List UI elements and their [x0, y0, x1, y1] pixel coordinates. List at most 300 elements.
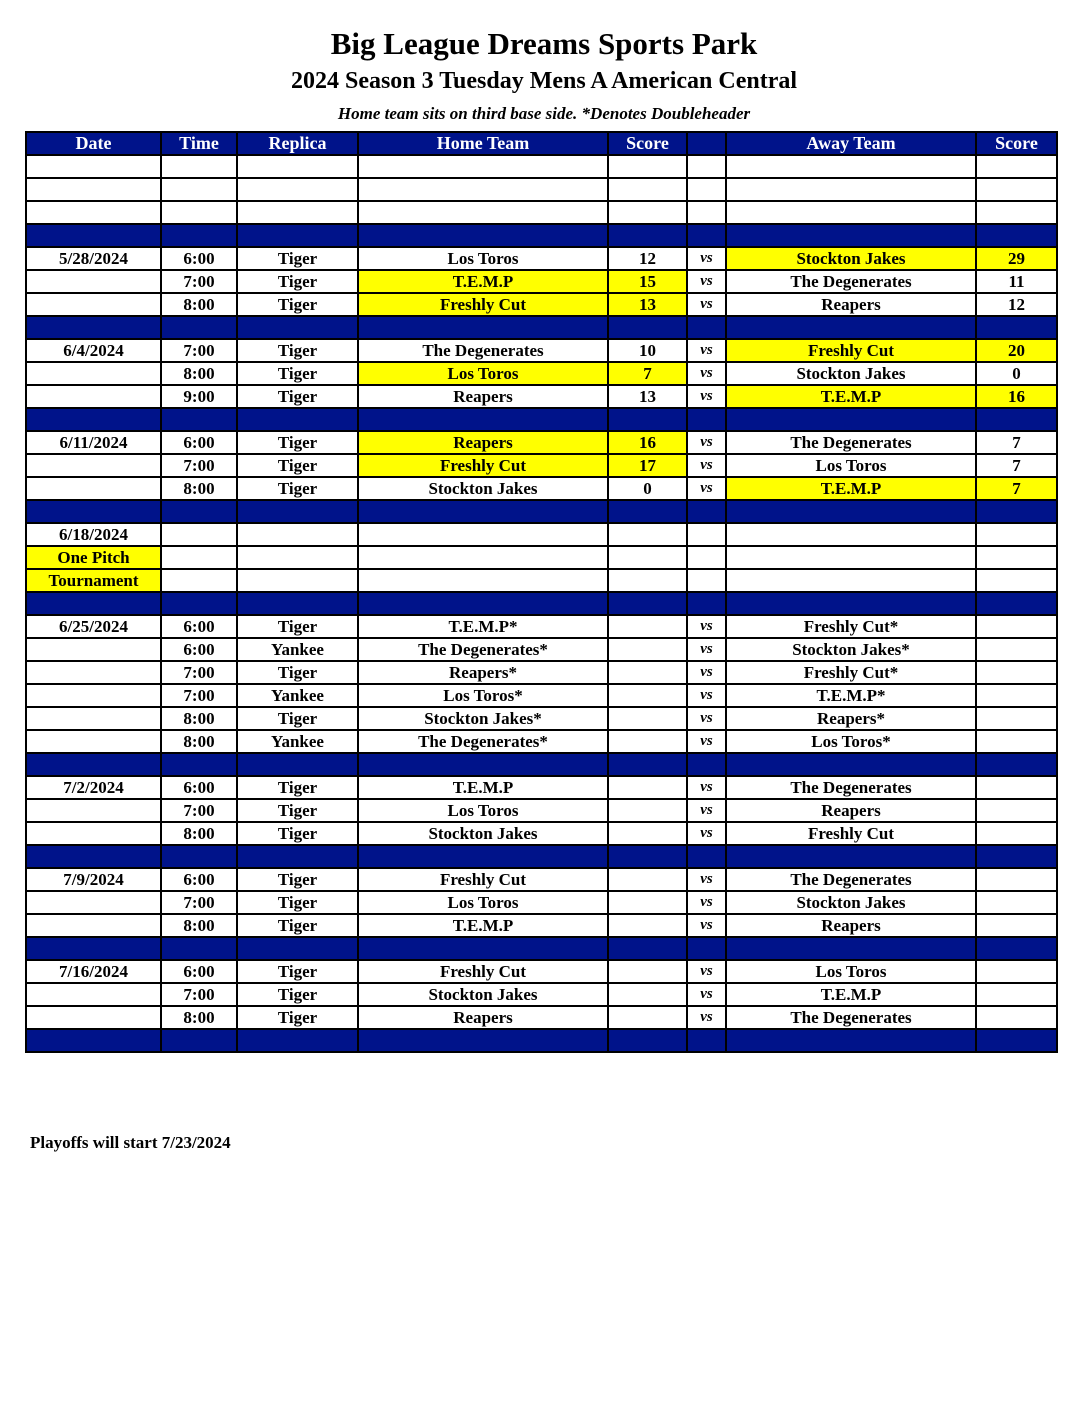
home-score-cell — [608, 201, 687, 224]
table-row — [26, 431, 1057, 454]
replica-cell: Yankee — [237, 730, 358, 753]
away-team-cell — [726, 178, 976, 201]
date-cell — [26, 500, 161, 523]
home-score-cell — [608, 615, 687, 638]
home-score-cell: 17 — [608, 454, 687, 477]
replica-cell: Tiger — [237, 891, 358, 914]
replica-cell — [237, 316, 358, 339]
replica-cell — [237, 201, 358, 224]
table-header-row — [26, 132, 1057, 155]
col-header-date: Date — [26, 132, 161, 155]
replica-cell — [237, 1029, 358, 1052]
vs-cell: vs — [687, 615, 726, 638]
vs-cell — [687, 316, 726, 339]
replica-cell — [237, 523, 358, 546]
table-row — [26, 270, 1057, 293]
away-score-cell: 11 — [976, 270, 1057, 293]
date-cell — [26, 385, 161, 408]
vs-cell: vs — [687, 431, 726, 454]
replica-cell: Tiger — [237, 293, 358, 316]
table-row — [26, 155, 1057, 178]
home-team-cell: Reapers — [358, 431, 608, 454]
replica-cell — [237, 178, 358, 201]
away-score-cell — [976, 592, 1057, 615]
away-team-cell — [726, 408, 976, 431]
away-score-cell: 12 — [976, 293, 1057, 316]
time-cell: 6:00 — [161, 868, 237, 891]
away-score-cell — [976, 983, 1057, 1006]
home-team-cell: Stockton Jakes — [358, 822, 608, 845]
time-cell — [161, 546, 237, 569]
date-cell — [26, 454, 161, 477]
home-team-cell: T.E.M.P* — [358, 615, 608, 638]
date-cell — [26, 822, 161, 845]
vs-cell — [687, 753, 726, 776]
replica-cell: Tiger — [237, 868, 358, 891]
away-team-cell: T.E.M.P — [726, 983, 976, 1006]
replica-cell: Tiger — [237, 477, 358, 500]
away-score-cell — [976, 845, 1057, 868]
vs-cell — [687, 408, 726, 431]
time-cell: 6:00 — [161, 247, 237, 270]
vs-cell: vs — [687, 661, 726, 684]
date-cell — [26, 753, 161, 776]
date-cell — [26, 270, 161, 293]
date-cell — [26, 684, 161, 707]
home-score-cell — [608, 822, 687, 845]
footer-note: Playoffs will start 7/23/2024 — [30, 1133, 231, 1152]
table-row — [26, 822, 1057, 845]
date-cell — [26, 592, 161, 615]
table-row — [26, 730, 1057, 753]
time-cell — [161, 155, 237, 178]
page-note: Home team sits on third base side. *Denotes Doubleheader — [337, 104, 751, 123]
vs-cell — [687, 224, 726, 247]
replica-cell: Tiger — [237, 431, 358, 454]
col-header-home-team: Home Team — [358, 132, 608, 155]
separator-row — [26, 1029, 1057, 1052]
home-team-cell — [358, 753, 608, 776]
vs-cell: vs — [687, 638, 726, 661]
home-score-cell — [608, 684, 687, 707]
replica-cell: Tiger — [237, 454, 358, 477]
time-cell — [161, 523, 237, 546]
table-row — [26, 707, 1057, 730]
date-cell — [26, 983, 161, 1006]
away-team-cell — [726, 1029, 976, 1052]
time-cell: 7:00 — [161, 339, 237, 362]
time-cell: 8:00 — [161, 477, 237, 500]
home-score-cell: 0 — [608, 477, 687, 500]
vs-cell — [687, 201, 726, 224]
date-cell — [26, 845, 161, 868]
time-cell: 8:00 — [161, 730, 237, 753]
table-row — [26, 362, 1057, 385]
vs-cell — [687, 523, 726, 546]
home-team-cell: Freshly Cut — [358, 868, 608, 891]
away-score-cell — [976, 661, 1057, 684]
replica-cell — [237, 500, 358, 523]
time-cell: 8:00 — [161, 1006, 237, 1029]
home-score-cell — [608, 914, 687, 937]
time-cell — [161, 845, 237, 868]
date-cell — [26, 937, 161, 960]
separator-row — [26, 316, 1057, 339]
away-team-cell — [726, 546, 976, 569]
home-score-cell: 13 — [608, 385, 687, 408]
separator-row — [26, 937, 1057, 960]
time-cell: 8:00 — [161, 362, 237, 385]
time-cell — [161, 178, 237, 201]
col-header-vs — [687, 132, 726, 155]
away-score-cell — [976, 201, 1057, 224]
replica-cell: Tiger — [237, 776, 358, 799]
away-team-cell: Stockton Jakes — [726, 247, 976, 270]
table-row — [26, 891, 1057, 914]
away-score-cell — [976, 868, 1057, 891]
home-score-cell: 15 — [608, 270, 687, 293]
home-score-cell — [608, 638, 687, 661]
date-cell — [26, 891, 161, 914]
vs-cell: vs — [687, 684, 726, 707]
home-team-cell — [358, 845, 608, 868]
away-team-cell: The Degenerates — [726, 431, 976, 454]
date-cell — [26, 1029, 161, 1052]
separator-row — [26, 224, 1057, 247]
away-team-cell: T.E.M.P* — [726, 684, 976, 707]
table-row — [26, 661, 1057, 684]
home-score-cell — [608, 569, 687, 592]
time-cell: 8:00 — [161, 293, 237, 316]
vs-cell: vs — [687, 799, 726, 822]
home-team-cell: Stockton Jakes — [358, 983, 608, 1006]
home-score-cell — [608, 523, 687, 546]
vs-cell: vs — [687, 385, 726, 408]
home-score-cell — [608, 776, 687, 799]
away-score-cell — [976, 730, 1057, 753]
home-team-cell — [358, 178, 608, 201]
time-cell — [161, 316, 237, 339]
away-score-cell — [976, 1006, 1057, 1029]
home-team-cell — [358, 201, 608, 224]
time-cell — [161, 201, 237, 224]
vs-cell — [687, 546, 726, 569]
away-team-cell: Reapers* — [726, 707, 976, 730]
date-cell — [26, 707, 161, 730]
replica-cell: Yankee — [237, 638, 358, 661]
away-team-cell: Reapers — [726, 293, 976, 316]
home-team-cell: Freshly Cut — [358, 960, 608, 983]
table-row — [26, 638, 1057, 661]
col-header-time: Time — [161, 132, 237, 155]
away-score-cell — [976, 799, 1057, 822]
date-cell — [26, 224, 161, 247]
vs-cell: vs — [687, 960, 726, 983]
away-score-cell: 29 — [976, 247, 1057, 270]
replica-cell: Tiger — [237, 247, 358, 270]
date-cell — [26, 914, 161, 937]
away-score-cell — [976, 316, 1057, 339]
time-cell — [161, 569, 237, 592]
away-score-cell: 0 — [976, 362, 1057, 385]
date-cell — [26, 408, 161, 431]
separator-row — [26, 408, 1057, 431]
replica-cell: Tiger — [237, 339, 358, 362]
away-score-cell — [976, 707, 1057, 730]
date-cell: 6/11/2024 — [26, 431, 161, 454]
vs-cell: vs — [687, 270, 726, 293]
home-score-cell — [608, 845, 687, 868]
time-cell — [161, 224, 237, 247]
home-team-cell — [358, 316, 608, 339]
vs-cell: vs — [687, 707, 726, 730]
time-cell: 8:00 — [161, 914, 237, 937]
home-score-cell — [608, 316, 687, 339]
vs-cell — [687, 937, 726, 960]
home-score-cell — [608, 707, 687, 730]
replica-cell: Tiger — [237, 983, 358, 1006]
away-score-cell — [976, 615, 1057, 638]
home-team-cell — [358, 1029, 608, 1052]
away-score-cell — [976, 753, 1057, 776]
table-row — [26, 799, 1057, 822]
away-score-cell: 16 — [976, 385, 1057, 408]
table-row — [26, 247, 1057, 270]
time-cell — [161, 500, 237, 523]
home-score-cell — [608, 592, 687, 615]
time-cell: 6:00 — [161, 431, 237, 454]
vs-cell: vs — [687, 454, 726, 477]
home-score-cell — [608, 753, 687, 776]
table-row — [26, 1006, 1057, 1029]
home-score-cell: 7 — [608, 362, 687, 385]
time-cell: 7:00 — [161, 454, 237, 477]
home-team-cell: Los Toros — [358, 799, 608, 822]
away-score-cell — [976, 776, 1057, 799]
home-score-cell — [608, 960, 687, 983]
time-cell: 6:00 — [161, 960, 237, 983]
home-score-cell — [608, 730, 687, 753]
home-team-cell — [358, 523, 608, 546]
time-cell — [161, 937, 237, 960]
table-row — [26, 569, 1057, 592]
date-cell — [26, 178, 161, 201]
home-score-cell — [608, 799, 687, 822]
away-team-cell: Freshly Cut* — [726, 661, 976, 684]
away-team-cell — [726, 937, 976, 960]
replica-cell: Tiger — [237, 1006, 358, 1029]
home-score-cell — [608, 937, 687, 960]
home-team-cell: Freshly Cut — [358, 293, 608, 316]
replica-cell: Tiger — [237, 822, 358, 845]
time-cell: 7:00 — [161, 891, 237, 914]
replica-cell — [237, 592, 358, 615]
away-team-cell: The Degenerates — [726, 776, 976, 799]
date-cell — [26, 155, 161, 178]
vs-cell — [687, 155, 726, 178]
away-team-cell: Reapers — [726, 914, 976, 937]
home-team-cell: Los Toros — [358, 362, 608, 385]
away-score-cell — [976, 937, 1057, 960]
away-team-cell: T.E.M.P — [726, 385, 976, 408]
vs-cell: vs — [687, 339, 726, 362]
away-score-cell: 20 — [976, 339, 1057, 362]
date-cell — [26, 477, 161, 500]
home-score-cell — [608, 868, 687, 891]
home-team-cell: Stockton Jakes — [358, 477, 608, 500]
date-cell — [26, 201, 161, 224]
table-row — [26, 339, 1057, 362]
home-team-cell: Stockton Jakes* — [358, 707, 608, 730]
date-cell: 7/9/2024 — [26, 868, 161, 891]
away-score-cell — [976, 638, 1057, 661]
away-team-cell — [726, 569, 976, 592]
date-cell: 7/2/2024 — [26, 776, 161, 799]
table-row — [26, 477, 1057, 500]
table-row — [26, 615, 1057, 638]
replica-cell: Tiger — [237, 914, 358, 937]
home-team-cell — [358, 546, 608, 569]
away-score-cell — [976, 891, 1057, 914]
table-row — [26, 914, 1057, 937]
home-team-cell — [358, 500, 608, 523]
away-team-cell — [726, 224, 976, 247]
away-team-cell: The Degenerates — [726, 1006, 976, 1029]
replica-cell: Yankee — [237, 684, 358, 707]
date-cell: Tournament — [26, 569, 161, 592]
replica-cell — [237, 224, 358, 247]
home-team-cell — [358, 569, 608, 592]
replica-cell — [237, 937, 358, 960]
home-score-cell — [608, 500, 687, 523]
date-cell: 5/28/2024 — [26, 247, 161, 270]
away-score-cell — [976, 1029, 1057, 1052]
time-cell: 8:00 — [161, 822, 237, 845]
away-team-cell — [726, 201, 976, 224]
time-cell — [161, 753, 237, 776]
home-team-cell: T.E.M.P — [358, 914, 608, 937]
date-cell: 6/25/2024 — [26, 615, 161, 638]
col-header-away-team: Away Team — [726, 132, 976, 155]
date-cell — [26, 316, 161, 339]
away-team-cell — [726, 845, 976, 868]
home-score-cell — [608, 891, 687, 914]
away-score-cell — [976, 960, 1057, 983]
time-cell — [161, 1029, 237, 1052]
away-team-cell: The Degenerates — [726, 270, 976, 293]
date-cell — [26, 1006, 161, 1029]
table-row — [26, 546, 1057, 569]
vs-cell: vs — [687, 1006, 726, 1029]
away-team-cell — [726, 523, 976, 546]
home-score-cell — [608, 661, 687, 684]
date-cell: 6/4/2024 — [26, 339, 161, 362]
table-row — [26, 684, 1057, 707]
time-cell: 6:00 — [161, 638, 237, 661]
home-team-cell: The Degenerates* — [358, 730, 608, 753]
date-cell — [26, 661, 161, 684]
vs-cell: vs — [687, 914, 726, 937]
vs-cell: vs — [687, 891, 726, 914]
away-team-cell: Freshly Cut* — [726, 615, 976, 638]
home-score-cell — [608, 983, 687, 1006]
table-row — [26, 178, 1057, 201]
replica-cell — [237, 569, 358, 592]
vs-cell — [687, 1029, 726, 1052]
table-row — [26, 868, 1057, 891]
page-subtitle: 2024 Season 3 Tuesday Mens A American Central — [290, 68, 798, 94]
vs-cell: vs — [687, 868, 726, 891]
date-cell — [26, 293, 161, 316]
away-team-cell — [726, 316, 976, 339]
table-row — [26, 523, 1057, 546]
home-score-cell: 13 — [608, 293, 687, 316]
away-team-cell — [726, 753, 976, 776]
away-team-cell: Stockton Jakes — [726, 891, 976, 914]
home-team-cell: Los Toros* — [358, 684, 608, 707]
home-score-cell: 16 — [608, 431, 687, 454]
replica-cell — [237, 845, 358, 868]
away-score-cell — [976, 500, 1057, 523]
home-team-cell — [358, 937, 608, 960]
home-team-cell: Los Toros — [358, 247, 608, 270]
away-score-cell — [976, 569, 1057, 592]
home-team-cell — [358, 155, 608, 178]
away-score-cell — [976, 224, 1057, 247]
replica-cell — [237, 155, 358, 178]
home-team-cell: Reapers — [358, 1006, 608, 1029]
time-cell: 7:00 — [161, 661, 237, 684]
home-team-cell: The Degenerates — [358, 339, 608, 362]
away-team-cell — [726, 500, 976, 523]
away-score-cell — [976, 523, 1057, 546]
col-header-away-score: Score — [976, 132, 1057, 155]
away-score-cell — [976, 822, 1057, 845]
away-team-cell: Stockton Jakes* — [726, 638, 976, 661]
table-row — [26, 983, 1057, 1006]
vs-cell — [687, 178, 726, 201]
away-team-cell — [726, 155, 976, 178]
away-team-cell: Stockton Jakes — [726, 362, 976, 385]
date-cell: 7/16/2024 — [26, 960, 161, 983]
page-title: Big League Dreams Sports Park — [330, 26, 758, 61]
replica-cell: Tiger — [237, 615, 358, 638]
away-team-cell: Los Toros — [726, 454, 976, 477]
away-score-cell — [976, 684, 1057, 707]
home-score-cell — [608, 178, 687, 201]
home-team-cell: Reapers — [358, 385, 608, 408]
vs-cell: vs — [687, 776, 726, 799]
time-cell: 7:00 — [161, 983, 237, 1006]
vs-cell: vs — [687, 983, 726, 1006]
table-row — [26, 776, 1057, 799]
home-team-cell: Reapers* — [358, 661, 608, 684]
date-cell — [26, 799, 161, 822]
away-score-cell — [976, 155, 1057, 178]
home-team-cell — [358, 224, 608, 247]
replica-cell: Tiger — [237, 960, 358, 983]
table-row — [26, 201, 1057, 224]
date-cell: 6/18/2024 — [26, 523, 161, 546]
away-team-cell: The Degenerates — [726, 868, 976, 891]
home-team-cell: The Degenerates* — [358, 638, 608, 661]
time-cell: 9:00 — [161, 385, 237, 408]
vs-cell: vs — [687, 477, 726, 500]
home-score-cell — [608, 1029, 687, 1052]
table-row — [26, 960, 1057, 983]
col-header-home-score: Score — [608, 132, 687, 155]
col-header-replica: Replica — [237, 132, 358, 155]
